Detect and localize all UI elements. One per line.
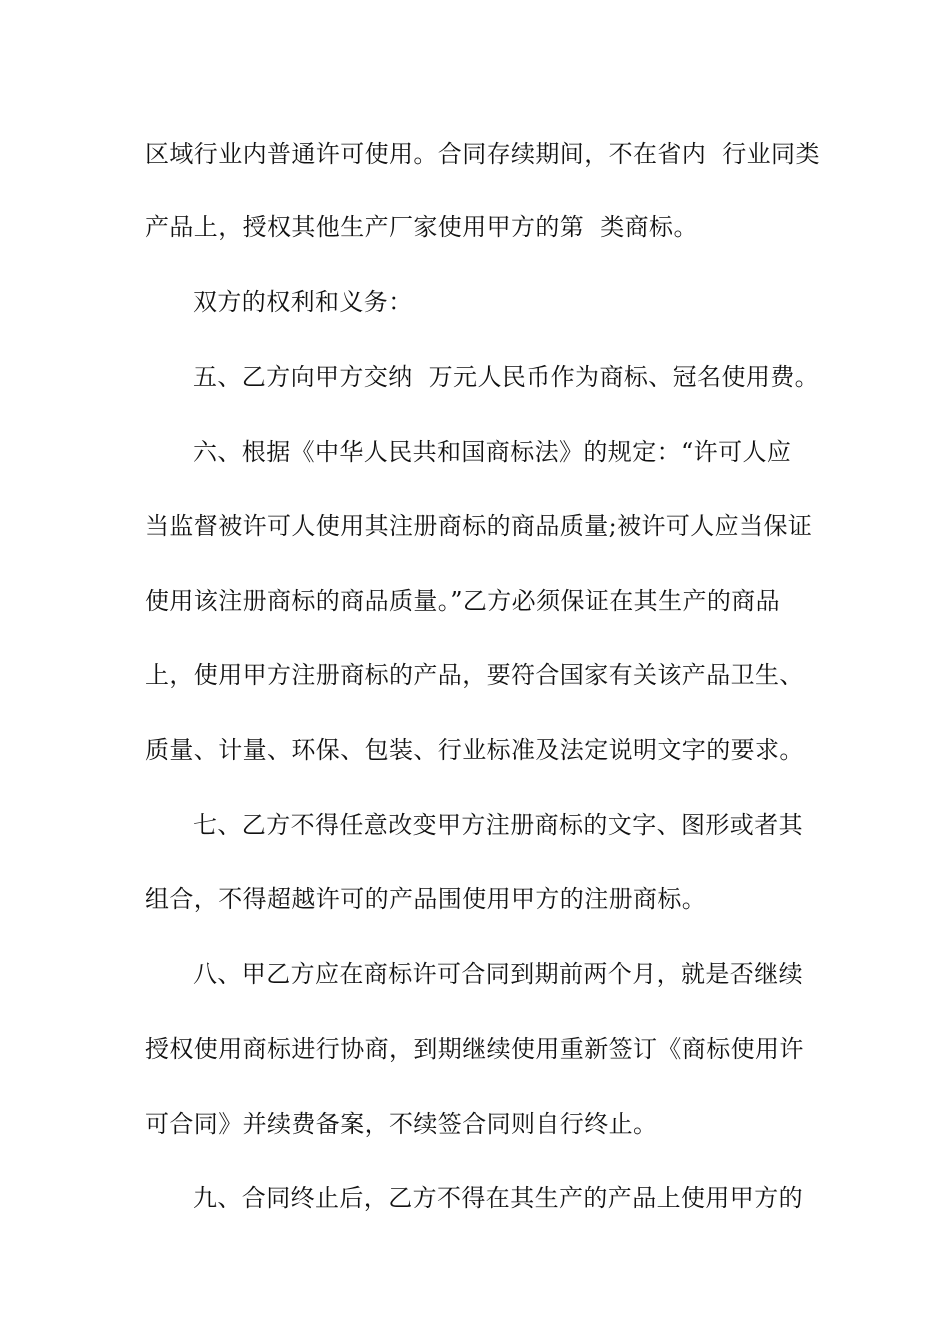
text-line: 上，使用甲方注册商标的产品，要符合国家有关该产品卫生、 xyxy=(145,661,804,689)
clause-eight: 八、甲乙方应在商标许可合同到期前两个月，就是否继续 xyxy=(193,960,803,988)
section-heading: 双方的权利和义务： xyxy=(193,288,413,316)
text-line: 组合，不得超越许可的产品围使用甲方的注册商标。 xyxy=(145,885,707,913)
clause-seven: 七、乙方不得任意改变甲方注册商标的文字、图形或者其 xyxy=(193,811,803,839)
text-line: 当监督被许可人使用其注册商标的商品质量;被许可人应当保证 xyxy=(145,512,813,540)
text-line: 授权使用商标进行协商，到期继续使用重新签订《商标使用许 xyxy=(145,1035,804,1063)
clause-six: 六、根据《中华人民共和国商标法》的规定：“许可人应 xyxy=(193,438,792,466)
text-line: 产品上，授权其他生产厂家使用甲方的第 类商标。 xyxy=(145,213,698,241)
text-line: 质量、计量、环保、包装、行业标准及法定说明文字的要求。 xyxy=(145,736,804,764)
clause-nine: 九、合同终止后，乙方不得在其生产的产品上使用甲方的 xyxy=(193,1184,803,1212)
text-line: 区域行业内普通许可使用。合同存续期间，不在省内 行业同类 xyxy=(145,140,820,168)
text-line: 可合同》并续费备案，不续签合同则自行终止。 xyxy=(145,1110,658,1138)
clause-five: 五、乙方向甲方交纳 万元人民币作为商标、冠名使用费。 xyxy=(193,363,820,391)
text-line: 使用该注册商标的商品质量。”乙方必须保证在其生产的商品 xyxy=(145,587,781,615)
